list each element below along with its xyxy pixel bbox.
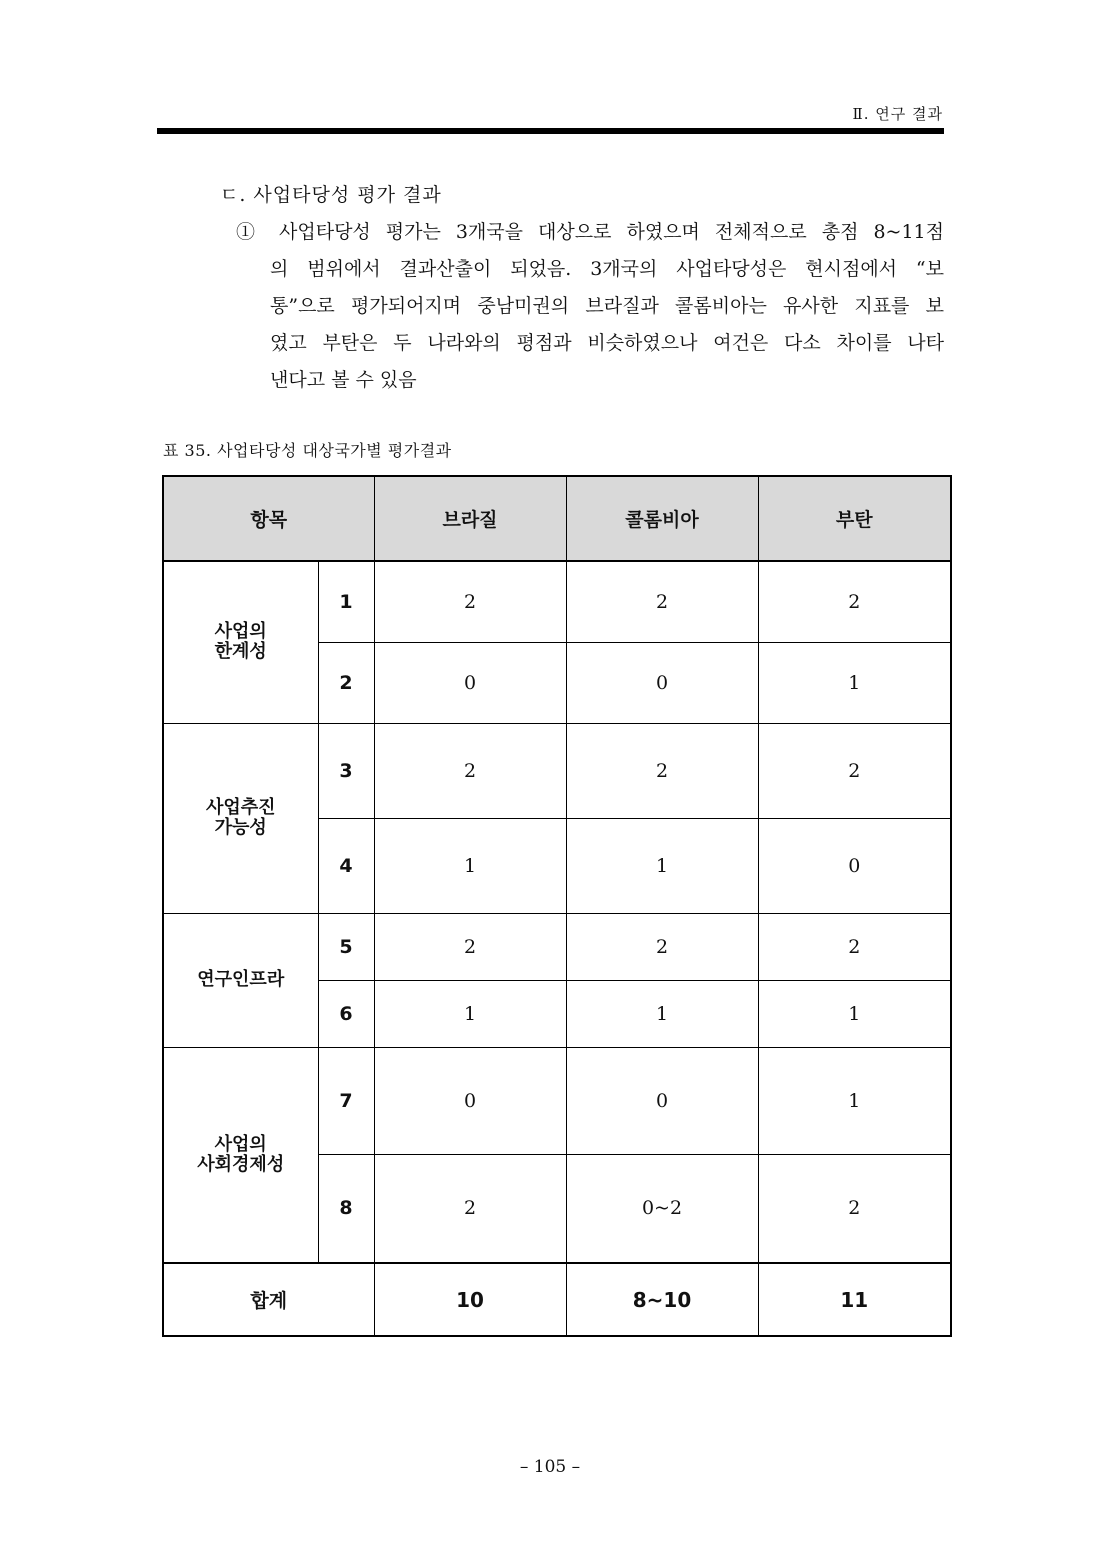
header-bhutan: 부탄: [758, 476, 951, 561]
colombia-value: 0: [566, 1047, 758, 1154]
bhutan-value: 0: [758, 818, 951, 913]
colombia-value: 1: [566, 980, 758, 1047]
total-brazil: 10: [374, 1263, 566, 1336]
category-label-line: 연구인프라: [197, 969, 285, 990]
category-label: [163, 723, 318, 913]
section-heading: ㄷ. 사업타당성 평가 결과: [220, 184, 442, 206]
running-header: Ⅱ. 연구 결과: [852, 105, 943, 123]
item-number: 6: [318, 980, 374, 1047]
table-row: [163, 723, 951, 818]
item-number: 2: [318, 642, 374, 723]
bhutan-value: 2: [758, 1154, 951, 1263]
colombia-value: 2: [566, 561, 758, 642]
total-label: 합계: [163, 1263, 374, 1336]
item-number: 1: [318, 561, 374, 642]
bhutan-value: 2: [758, 723, 951, 818]
total-colombia: 8~10: [566, 1263, 758, 1336]
category-label: [163, 561, 318, 723]
paragraph-line: 였고 부탄은 두 나라와의 평점과 비슷하였으나 여건은 다소 차이를 나타: [270, 332, 944, 354]
brazil-value: 2: [374, 1154, 566, 1263]
item-number: 4: [318, 818, 374, 913]
body-paragraph: [236, 214, 944, 399]
brazil-value: 1: [374, 818, 566, 913]
item-number: 3: [318, 723, 374, 818]
header-brazil: 브라질: [374, 476, 566, 561]
paragraph-line: 통”으로 평가되어지며 중남미권의 브라질과 콜롬비아는 유사한 지표를 보: [270, 295, 944, 317]
brazil-value: 2: [374, 723, 566, 818]
category-label-line: 사업추진: [205, 797, 276, 818]
colombia-value: 0: [566, 642, 758, 723]
bhutan-value: 2: [758, 913, 951, 980]
brazil-value: 0: [374, 642, 566, 723]
total-row: [163, 1263, 951, 1336]
table-caption: 표 35. 사업타당성 대상국가별 평가결과: [163, 441, 452, 460]
paragraph-line: ① 사업타당성 평가는 3개국을 대상으로 하였으며 전체적으로 총점 8~11점: [236, 221, 944, 243]
header-colombia: 콜롬비아: [566, 476, 758, 561]
category-label-line: 가능성: [214, 817, 267, 838]
category-label-line: 한계성: [214, 641, 267, 663]
brazil-value: 2: [374, 561, 566, 642]
bhutan-value: 1: [758, 642, 951, 723]
paragraph-line: 의 범위에서 결과산출이 되었음. 3개국의 사업타당성은 현시점에서 “보: [270, 258, 944, 280]
item-number: 5: [318, 913, 374, 980]
bhutan-value: 1: [758, 1047, 951, 1154]
total-bhutan: 11: [758, 1263, 951, 1336]
evaluation-table: [162, 475, 952, 1337]
category-label-line: 사업의: [214, 621, 267, 643]
item-number: 7: [318, 1047, 374, 1154]
category-label-line: 사업의: [214, 1133, 267, 1155]
category-label-line: 사회경제성: [197, 1153, 285, 1175]
colombia-value: 2: [566, 723, 758, 818]
colombia-value: 2: [566, 913, 758, 980]
paragraph-line: 낸다고 볼 수 있음: [270, 369, 417, 391]
brazil-value: 2: [374, 913, 566, 980]
table-row: [163, 913, 951, 980]
colombia-value: 1: [566, 818, 758, 913]
colombia-value: 0~2: [566, 1154, 758, 1263]
table-header-row: [163, 476, 951, 561]
item-number: 8: [318, 1154, 374, 1263]
page-number: – 105 –: [519, 1457, 581, 1477]
header-item: 항목: [163, 476, 374, 561]
bhutan-value: 1: [758, 980, 951, 1047]
category-label: [163, 913, 318, 1047]
category-label: [163, 1047, 318, 1263]
brazil-value: 0: [374, 1047, 566, 1154]
brazil-value: 1: [374, 980, 566, 1047]
header-rule: [157, 128, 944, 134]
bhutan-value: 2: [758, 561, 951, 642]
table-row: [163, 561, 951, 642]
table-row: [163, 1047, 951, 1154]
